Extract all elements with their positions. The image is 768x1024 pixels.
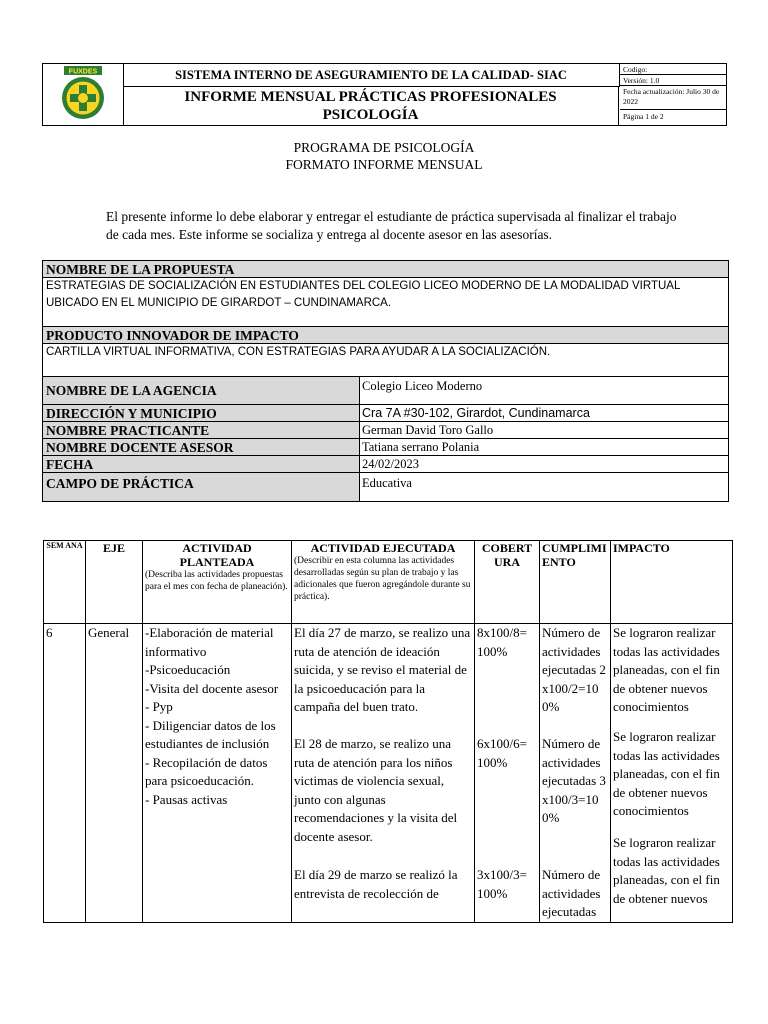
cell-cumplimiento: [540, 624, 611, 923]
propuesta-label: NOMBRE DE LA PROPUESTA: [43, 261, 728, 278]
practicante-label: NOMBRE PRACTICANTE: [43, 422, 360, 438]
header-cobertura: COBERT URA: [475, 541, 540, 624]
cumplimiento-item: Número de actividades ejecutadas 3x100/3=100%: [542, 736, 606, 825]
header-cumplimiento: CUMPLIMI ENTO: [540, 541, 611, 624]
pagina: Página 1 de 2: [623, 112, 664, 121]
report-title-line1: INFORME MENSUAL PRÁCTICAS PROFESIONALES: [184, 89, 557, 105]
proposal-info-table: [42, 260, 729, 502]
cobertura-item: 6x100/6= 100%: [477, 736, 527, 770]
cell-eje: General: [86, 624, 143, 923]
table-row: [44, 624, 733, 923]
cell-cobertura: [475, 624, 540, 923]
header-actividad-planteada-note: (Describa las actividades propuestas para el mes con fecha de planeación).: [145, 570, 288, 592]
ejecutada-item: El día 27 de marzo, se realizo una ruta de atención de ideación suicida, y se reviso el material de la psicoeducación para la campaña del buen trato.: [294, 625, 471, 714]
planteada-item: - Recopilación de datos para psicoeducación.: [145, 754, 268, 788]
header-actividad-planteada: [143, 541, 292, 624]
campo-row: [43, 473, 728, 501]
direccion-label: DIRECCIÓN Y MUNICIPIO: [43, 405, 360, 421]
campo-label: CAMPO DE PRÁCTICA: [43, 473, 360, 501]
practicante-value: German David Toro Gallo: [360, 422, 728, 438]
cumplimiento-item: Número de actividades ejecutadas: [542, 867, 601, 919]
direccion-value: Cra 7A #30-102, Girardot, Cundinamarca: [360, 405, 728, 421]
ejecutada-item: El día 29 de marzo se realizó la entrevista de recolección de: [294, 867, 458, 901]
agencia-label: NOMBRE DE LA AGENCIA: [43, 377, 360, 404]
impacto-item: Se lograron realizar todas las actividades planeadas, con el fin de obtener nuevos conocimientos: [613, 625, 720, 714]
fecha-value: 24/02/2023: [360, 456, 728, 472]
document-header: [42, 63, 727, 126]
header-impacto: IMPACTO: [611, 541, 733, 624]
agencia-value: Colegio Liceo Moderno: [360, 377, 728, 404]
logo-cell: [43, 64, 124, 125]
planteada-item: -Elaboración de material informativo: [145, 625, 274, 659]
format-title: FORMATO INFORME MENSUAL: [285, 157, 483, 172]
activity-table: [43, 540, 733, 923]
cobertura-item: 8x100/8= 100%: [477, 625, 527, 659]
report-title: [123, 86, 619, 125]
program-titles: [0, 139, 768, 173]
header-semana: SEM ANA: [44, 541, 86, 624]
planteada-item: - Diligenciar datos de los estudiantes de inclusión: [145, 717, 276, 751]
cell-planteada: [143, 624, 292, 923]
header-actividad-ejecutada: [292, 541, 475, 624]
header-actividad-planteada-title: ACTIVIDAD PLANTEADA: [179, 541, 255, 569]
fecha-row: [43, 456, 728, 473]
planteada-item: - Pyp: [145, 699, 173, 714]
planteada-item: - Pausas activas: [145, 791, 228, 807]
planteada-item: -Visita del docente asesor: [145, 680, 279, 696]
direccion-row: [43, 405, 728, 422]
producto-label: PRODUCTO INNOVADOR DE IMPACTO: [43, 327, 728, 344]
fecha-label: FECHA: [43, 456, 360, 472]
practicante-row: [43, 422, 728, 439]
version: Versión: 1.0: [620, 75, 726, 86]
svg-text:FUXDES: FUXDES: [68, 68, 98, 76]
header-actividad-ejecutada-note: (Describir en esta columna las actividades desarrolladas según su plan de trabajo y las adicionales que fueron agregándole durante su práctica).: [294, 556, 471, 602]
report-title-line2: PSICOLOGÍA: [322, 107, 419, 123]
impacto-item: Se lograron realizar todas las actividades planeadas, con el fin de obtener nuevos conocimientos: [613, 729, 720, 818]
cell-ejecutada: [292, 624, 475, 923]
system-title: SISTEMA INTERNO DE ASEGURAMIENTO DE LA CALIDAD- SIAC: [123, 64, 620, 87]
cumplimiento-item: Número de actividades ejecutadas 2x100/2=100%: [542, 625, 606, 714]
document-meta: [620, 64, 726, 125]
fuxdes-logo: [43, 64, 123, 125]
propuesta-value: ESTRATEGIAS DE SOCIALIZACIÓN EN ESTUDIANTES DEL COLEGIO LICEO MODERNO DE LA MODALIDAD VIRTUAL UBICADO EN EL MUNICIPIO DE GIRARDOT – CUNDINAMARCA.: [43, 278, 728, 327]
docente-value: Tatiana serrano Polania: [360, 439, 728, 455]
intro-paragraph: El presente informe lo debe elaborar y entregar el estudiante de práctica supervisada al finalizar el trabajo de cada mes. Este informe se socializa y entrega al docente asesor en las asesorías.: [106, 209, 677, 242]
header-actividad-ejecutada-title: ACTIVIDAD EJECUTADA: [310, 541, 456, 555]
cobertura-item: 3x100/3= 100%: [477, 867, 527, 901]
impacto-item: Se lograron realizar todas las actividades planeadas, con el fin de obtener nuevos: [613, 835, 720, 906]
cell-impacto: [611, 624, 733, 923]
program-title: PROGRAMA DE PSICOLOGÍA: [293, 140, 475, 155]
planteada-item: -Psicoeducación: [145, 662, 231, 677]
table-header-row: [44, 541, 733, 624]
codigo: Codigo:: [620, 64, 726, 75]
docente-row: [43, 439, 728, 456]
cell-semana: 6: [44, 624, 86, 923]
agencia-row: [43, 377, 728, 405]
docente-label: NOMBRE DOCENTE ASESOR: [43, 439, 360, 455]
header-eje: EJE: [86, 541, 143, 624]
producto-value: CARTILLA VIRTUAL INFORMATIVA, CON ESTRATEGIAS PARA AYUDAR A LA SOCIALIZACIÓN.: [43, 344, 728, 377]
campo-value: Educativa: [360, 473, 728, 501]
fecha-actualizacion: Fecha actualización: Julio 30 de 2022: [620, 86, 726, 110]
ejecutada-item: El 28 de marzo, se realizo una ruta de atención para los niños victimas de violencia sexual, junto con algunas recomendaciones y la visita del docente asesor.: [294, 736, 458, 844]
